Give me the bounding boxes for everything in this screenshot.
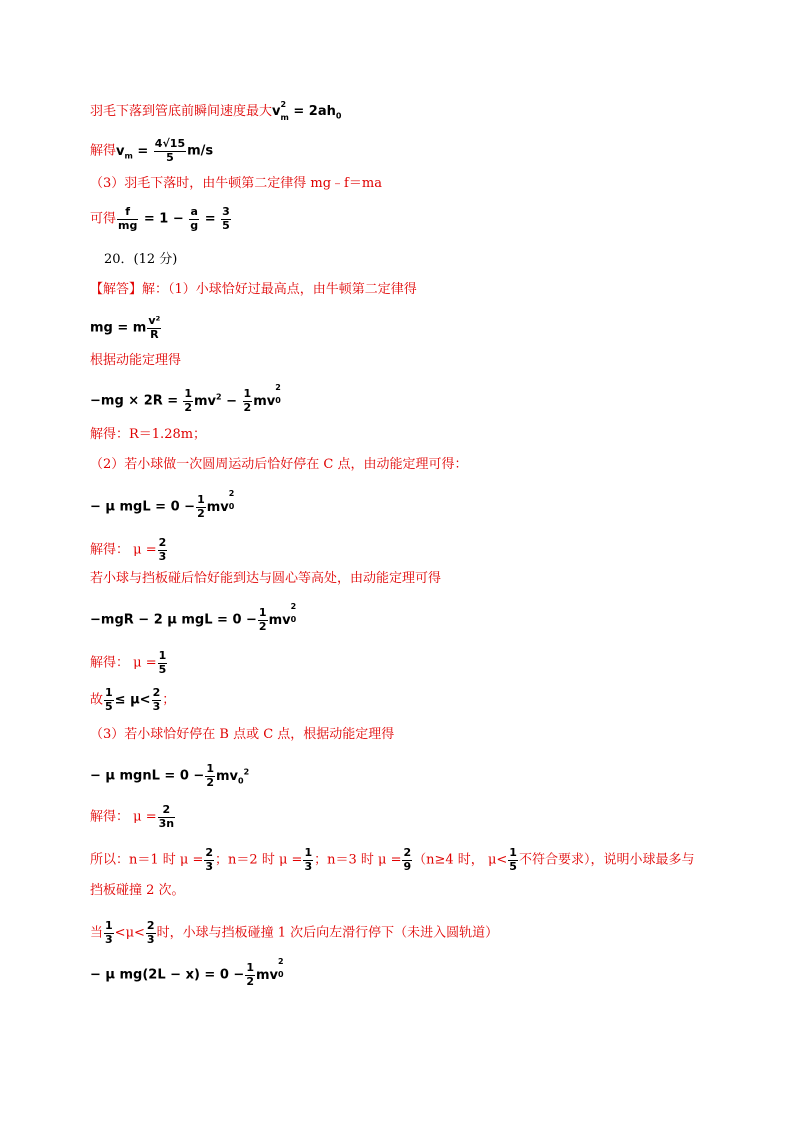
text: （3）羽毛下落时，由牛顿第二定律得 mg﹣f＝ma — [90, 176, 382, 191]
question-number: 20．(12 分) — [104, 252, 178, 267]
fraction: $\frac{2}{3}$ — [205, 846, 214, 873]
fraction: $\frac{1}{5}$ — [509, 846, 517, 873]
text: 时，小球与挡板碰撞 1 次后向左滑行停下（未进入圆轨道） — [156, 925, 499, 941]
equation-centripetal — [90, 315, 162, 341]
result-mu-n — [90, 804, 176, 830]
formula: −mg × 2R = — [90, 393, 179, 409]
term: mv 2 0 — [253, 383, 281, 409]
fraction: $\frac{1}{5}$ — [158, 649, 167, 676]
term: $mv_0^2$ — [215, 767, 250, 786]
line-solve-vm — [90, 138, 213, 164]
term: mv 2 0 — [206, 489, 235, 515]
result-radius: 解得：R＝1.28m； — [90, 427, 207, 442]
fraction: $\frac{1}{3}$ — [105, 919, 113, 946]
answer-intro — [90, 283, 417, 296]
text-kinetic-theorem: 根据动能定理得 — [90, 353, 182, 368]
text: 不符合要求），说明小球最多与 — [518, 852, 695, 868]
text: 当 — [90, 925, 104, 941]
fraction: $\frac{4√15}{5}$ — [154, 137, 186, 164]
text-part-2: （2）若小球做一次圆周运动后恰好停在 C 点，由动能定理可得： — [90, 457, 468, 472]
fraction: $\frac{3}{5}$ — [222, 205, 230, 232]
line-ratio — [90, 206, 232, 232]
text: （n≥4 时， μ< — [413, 852, 508, 868]
fraction: $\frac{2}{9}$ — [403, 846, 412, 873]
result-mu-1 — [90, 537, 168, 563]
op: = 1 − — [139, 211, 189, 227]
text: 解：（1）小球恰好过最高点，由牛顿第二定律得 — [142, 282, 417, 297]
fraction: $\frac{1}{2}$ — [184, 387, 192, 414]
fraction: $\frac{1}{3}$ — [304, 846, 313, 873]
fraction: $\frac{2}{3}$ — [158, 536, 167, 563]
formula: mg = m — [90, 320, 147, 336]
text: 解得： μ = — [90, 542, 157, 558]
equation-friction-n — [90, 763, 249, 789]
formula: − μ mgnL = 0 − — [90, 768, 205, 784]
fraction: $\frac{f}{mg}$ — [118, 205, 138, 232]
term: $mv^2$ − — [193, 392, 242, 409]
fraction: $\frac{\text{v²}}{R}$ — [148, 314, 161, 341]
text: ；n＝2 时 μ = — [215, 852, 303, 868]
formula: − μ mg(2L − x) = 0 − — [90, 967, 245, 983]
fraction: $\frac{1}{2}$ — [258, 606, 267, 633]
fraction: $\frac{1}{2}$ — [243, 387, 252, 414]
equation-friction-2 — [90, 602, 297, 633]
text: 解得： μ = — [90, 655, 157, 671]
equation-friction-1 — [90, 489, 235, 520]
text: 所以：n＝1 时 μ = — [90, 852, 204, 868]
text: 解得： μ = — [90, 809, 157, 825]
fraction: $\frac{2}{3}$ — [146, 919, 155, 946]
text: ； — [162, 692, 176, 708]
op: = — [200, 211, 221, 227]
text: 可得 — [90, 211, 117, 227]
fraction: $\frac{1}{2}$ — [206, 762, 214, 789]
formula: v 2 m = $2ah_0$ — [272, 100, 342, 122]
so-cases — [90, 847, 694, 873]
fraction: $\frac{2}{3n}$ — [158, 803, 175, 830]
so-cases-cont: 挡板碰撞 2 次。 — [90, 883, 185, 898]
formula: −mgR − 2 μ mgL = 0 − — [90, 612, 257, 628]
line-max-speed — [90, 100, 342, 122]
text-part-2b: 若小球与挡板碰后恰好能到达与圆心等高处，由动能定理可得 — [90, 571, 442, 586]
unit: m/s — [187, 143, 214, 159]
text-part-3: （3）若小球恰好停在 B 点或 C 点，根据动能定理得 — [90, 727, 395, 742]
equation-slide-back — [90, 957, 284, 988]
line-newton-3 — [90, 177, 382, 190]
fraction: $\frac{a}{g}$ — [190, 205, 199, 232]
fraction: $\frac{1}{2}$ — [197, 493, 205, 520]
text: ；n＝3 时 μ = — [314, 852, 402, 868]
term: mv 2 0 — [268, 602, 297, 628]
text: <μ< — [114, 925, 145, 941]
term: mv 2 0 — [255, 957, 284, 983]
equation-energy-1 — [90, 383, 281, 414]
text: 故 — [90, 692, 104, 708]
fraction: $\frac{1}{2}$ — [246, 961, 254, 988]
text: 羽毛下落到管底前瞬间速度最大 — [90, 104, 273, 119]
text: 解得 — [90, 143, 117, 159]
fraction: $\frac{1}{5}$ — [105, 686, 113, 713]
formula: − μ mgL = 0 − — [90, 499, 196, 515]
answer-label: 【解答】 — [90, 282, 143, 297]
fraction: $\frac{2}{3}$ — [152, 686, 161, 713]
formula: ≤ μ< — [114, 692, 151, 708]
formula: $v_m$ = — [116, 143, 153, 161]
result-mu-2 — [90, 650, 168, 676]
when-range — [90, 920, 498, 946]
conclusion-range — [90, 687, 175, 713]
